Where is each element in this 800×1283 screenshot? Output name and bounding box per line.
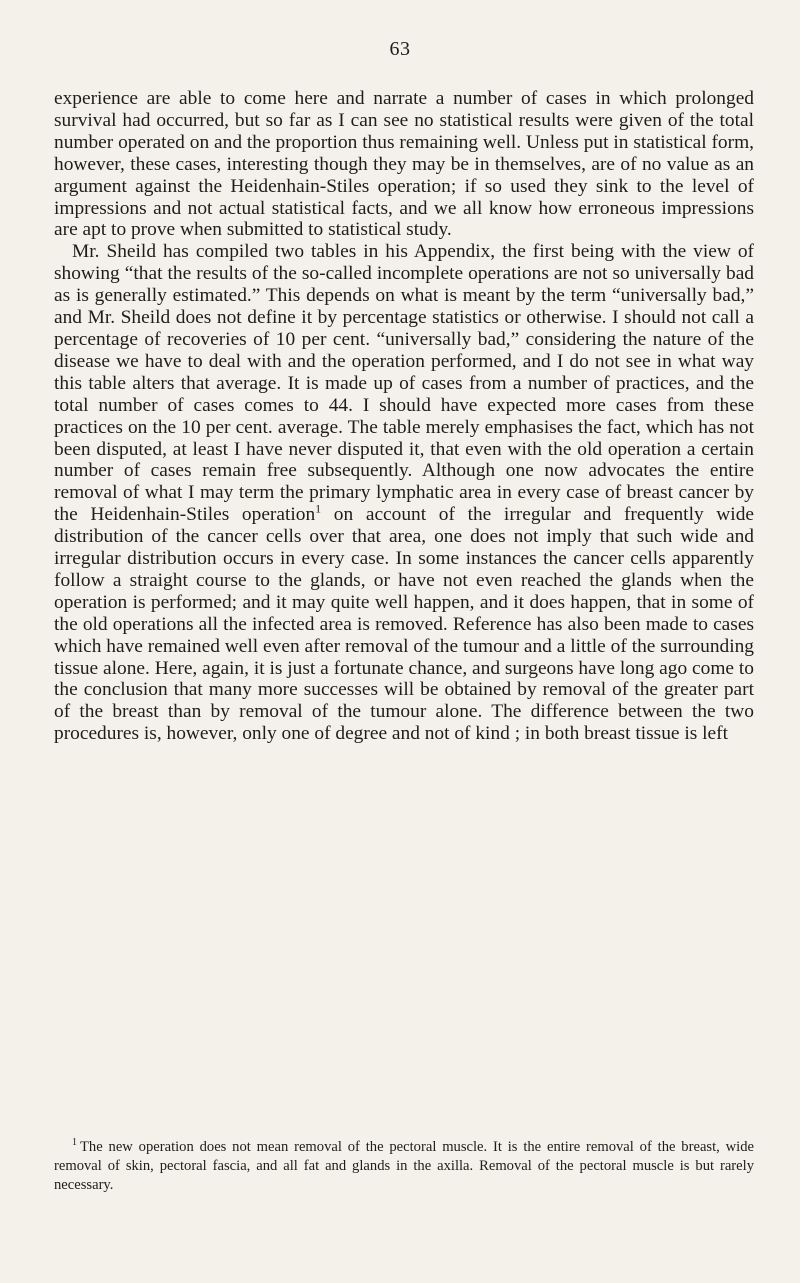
paragraph	[54, 241, 754, 745]
footnote-mark: 1	[72, 1137, 77, 1149]
footnote-reference: 1	[315, 501, 322, 516]
paragraph-text: experience are able to come here and narrate a number of cases in which prolonged survival had occurred, but so far as I can see no statistical results were given of the total number operated on and the proportion thus remaining well. Unless put in statistical form, however, these cases, interesting though they may be in themselves, are of no value as an argument against the Heidenhain-Stiles operation; if so used they sink to the level of impressions and not actual statistical facts, and we all know how erroneous impressions are apt to prove when submitted to statistical study.	[54, 88, 754, 241]
page-number: 63	[389, 38, 411, 60]
paragraph-text: on account of the irregular and frequently wide distribution of the cancer cells over that area, one does not imply that such wide and irregular distribution occurs in every case. In some instances the cancer cells apparently follow a straight course to the glands, or have not even reached the glands when the operation is performed; and it may quite well happen, and it does happen, that in some of the old operations all the infected area is removed. Reference has also been made to cases which have remained well even after removal of the tumour and a little of the surrounding tissue alone. Here, again, it is just a fortunate chance, and surgeons have long ago come to the conclusion that many more successes will be obtained by removal of the greater part of the breast than by removal of the tumour alone. The difference between the two procedures is, however, only one of degree and not of kind ; in both breast tissue is left	[54, 504, 754, 745]
body-text	[54, 88, 754, 745]
paragraph	[54, 88, 754, 241]
paragraph-text: Mr. Sheild has compiled two tables in his Appendix, the first being with the view of showing “that the results of the so-called incomplete operations are not so universally bad as is generally estimated.” This depends on what is meant by the term “universally bad,” and Mr. Sheild does not define it by percentage statistics or otherwise. I should not call a percentage of recoveries of 10 per cent. “universally bad,” considering the nature of the disease we have to deal with and the operation performed, and I do not see in what way this table alters that average. It is made up of cases from a number of practices, and the total number of cases comes to 44. I should have expected more cases from these practices on the 10 per cent. average. The table merely emphasises the fact, which has not been disputed, at least I have never disputed it, that even with the old operation a certain number of cases remain free subsequently. Although one now advocates the entire removal of what I may term the primary lymphatic area in every case of breast cancer by the Heidenhain-Stiles operation	[54, 241, 754, 526]
footnote	[54, 1138, 754, 1195]
footnote-text: The new operation does not mean removal of the pectoral muscle. It is the entire removal of the breast, wide removal of skin, pectoral fascia, and all fat and glands in the axilla. Removal of the pectoral muscle is but rarely necessary.	[54, 1139, 754, 1193]
footnote-paragraph	[54, 1138, 754, 1195]
